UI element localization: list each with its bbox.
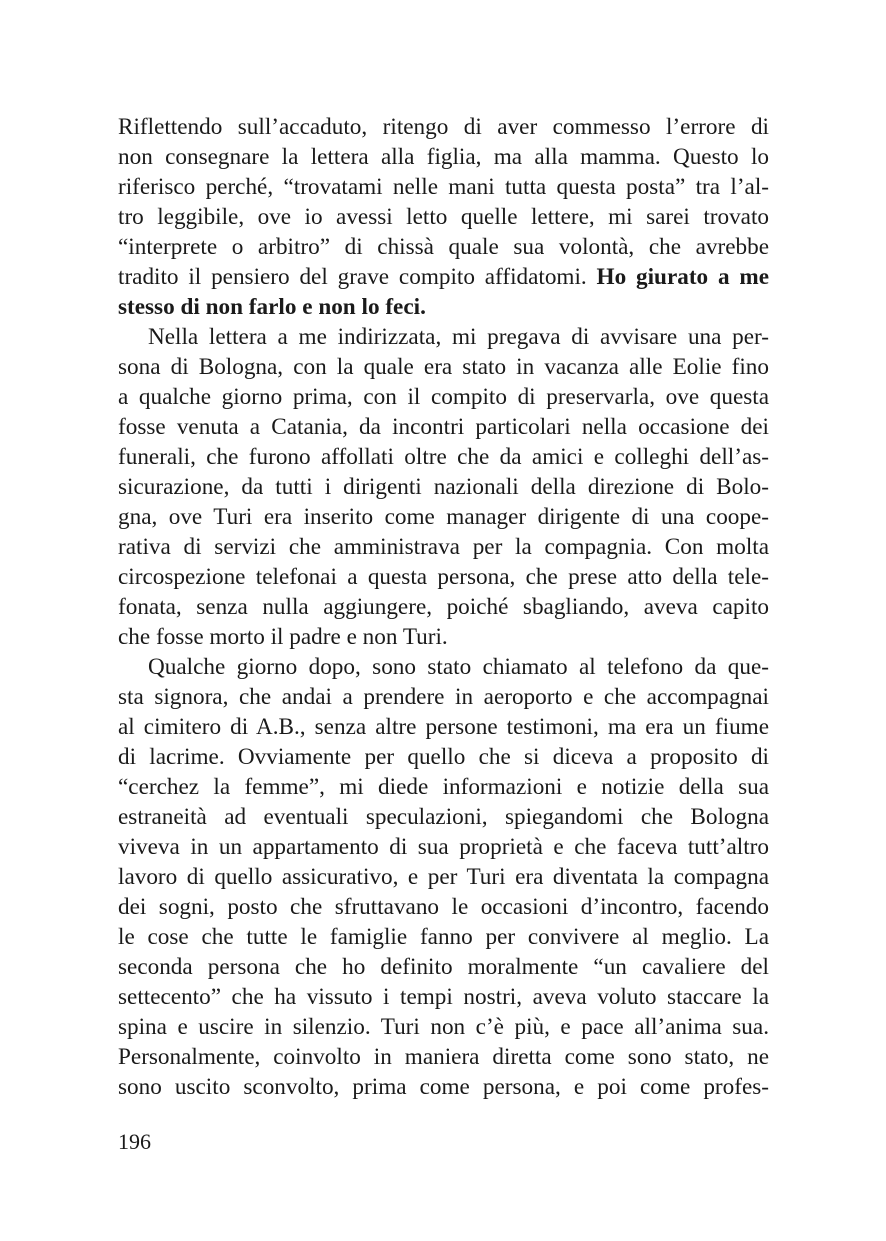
text-line: non consegnare la lettera alla figlia, ma alla mamma. Questo lo <box>118 144 769 170</box>
page-body <box>118 112 769 1102</box>
text-line: sona di Bologna, con la quale era stato in vacanza alle Eolie fino <box>118 354 769 380</box>
text-line: fonata, senza nulla aggiungere, poiché sbagliando, aveva capito <box>118 594 769 620</box>
text-line: Nella lettera a me indirizzata, mi pregava di avvisare una per- <box>148 324 769 350</box>
bold-text: Ho giurato a me <box>596 264 769 290</box>
text-line: spina e uscire in silenzio. Turi non c’è più, e pace all’anima sua. <box>118 1014 769 1040</box>
text-line: circospezione telefonai a questa persona, che prese atto della tele- <box>118 564 769 590</box>
text-line: riferisco perché, “trovatami nelle mani tutta questa posta” tra l’al- <box>118 174 769 200</box>
text-line: sicurazione, da tutti i dirigenti nazionali della direzione di Bolo- <box>118 474 769 500</box>
text-line: dei sogni, posto che sfruttavano le occasioni d’incontro, facendo <box>118 894 769 920</box>
paragraph-1 <box>118 112 769 322</box>
text-line-bold <box>118 292 769 322</box>
text-line: sta signora, che andai a prendere in aeroporto e che accompagnai <box>118 684 769 710</box>
text-line: al cimitero di A.B., senza altre persone testimoni, ma era un fiume <box>118 714 769 740</box>
text-line: estraneità ad eventuali speculazioni, spiegandomi che Bologna <box>118 804 769 830</box>
plain-text: tradito il pensiero del grave compito affidatomi. <box>118 264 597 290</box>
text-line: Personalmente, coinvolto in maniera diretta come sono stato, ne <box>118 1044 769 1070</box>
text-line: viveva in un appartamento di sua proprietà e che faceva tutt’altro <box>118 834 769 860</box>
text-line-mixed <box>118 262 769 292</box>
text-line: gna, ove Turi era inserito come manager dirigente di una coope- <box>118 504 769 530</box>
text-line: “interprete o arbitro” di chissà quale sua volontà, che avrebbe <box>118 234 769 260</box>
text-line: lavoro di quello assicurativo, e per Turi era diventata la compagna <box>118 864 769 890</box>
text-line: sono uscito sconvolto, prima come persona, e poi come profes- <box>118 1074 769 1100</box>
text-line: tro leggibile, ove io avessi letto quelle lettere, mi sarei trovato <box>118 204 769 230</box>
bold-text: stesso di non farlo e non lo feci. <box>118 294 426 320</box>
text-line: a qualche giorno prima, con il compito di preservarla, ove questa <box>118 384 769 410</box>
page-number: 196 <box>118 1129 151 1154</box>
text-line: le cose che tutte le famiglie fanno per convivere al meglio. La <box>118 924 769 950</box>
text-line: seconda persona che ho definito moralmente “un cavaliere del <box>118 954 769 980</box>
text-line: di lacrime. Ovviamente per quello che si diceva a proposito di <box>118 744 769 770</box>
text-line: settecento” che ha vissuto i tempi nostri, aveva voluto staccare la <box>118 984 769 1010</box>
text-line: che fosse morto il padre e non Turi. <box>118 624 448 650</box>
text-line: “cerchez la femme”, mi diede informazioni e notizie della sua <box>118 774 769 800</box>
text-line: Riflettendo sull’accaduto, ritengo di aver commesso l’errore di <box>118 114 769 140</box>
text-line: fosse venuta a Catania, da incontri particolari nella occasione dei <box>118 414 769 440</box>
paragraph-2 <box>118 322 769 652</box>
paragraph-3 <box>118 652 769 1102</box>
text-line: Qualche giorno dopo, sono stato chiamato al telefono da que- <box>148 654 769 680</box>
text-line: funerali, che furono affollati oltre che da amici e colleghi dell’as- <box>118 444 769 470</box>
text-line: rativa di servizi che amministrava per la compagnia. Con molta <box>118 534 769 560</box>
